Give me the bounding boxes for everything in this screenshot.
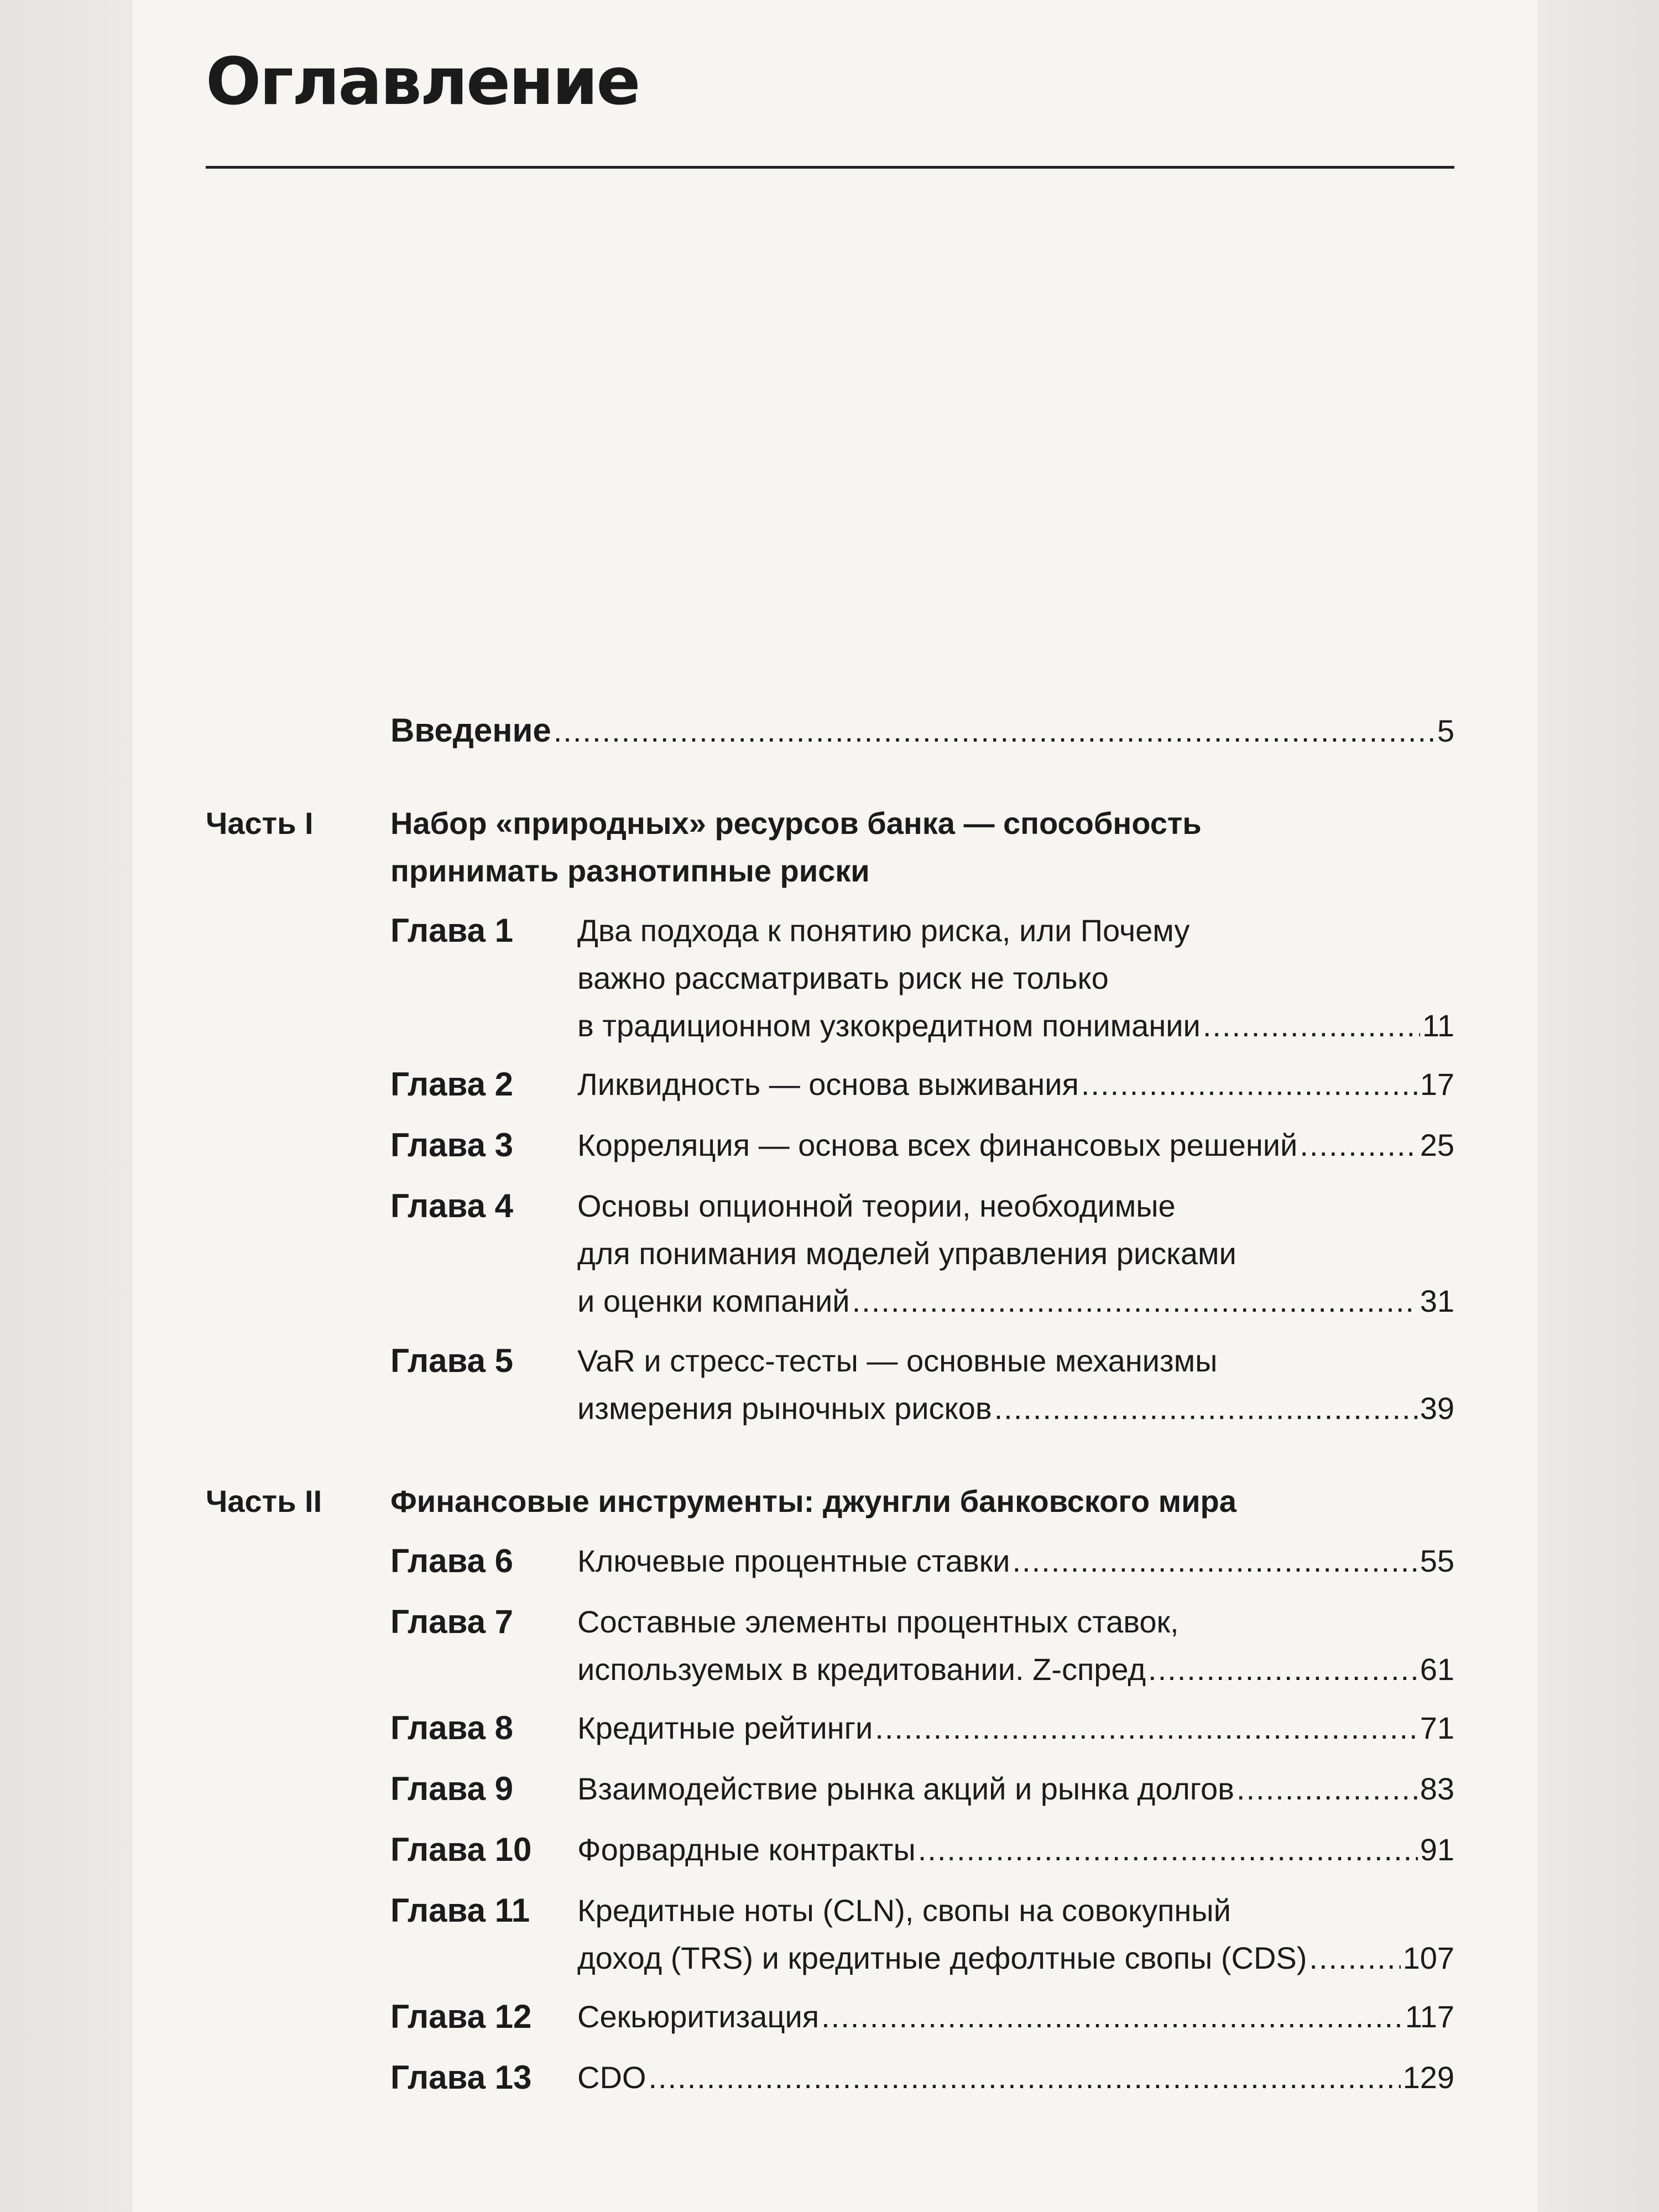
chapter-page: 31 xyxy=(1420,1284,1454,1318)
chapter-title-last-line: Ключевые процентные ставки xyxy=(577,1543,1010,1578)
chapter-label: Глава 5 xyxy=(390,1342,514,1379)
leader-dots xyxy=(1300,1121,1417,1169)
chapter-title-last-line: Форвардные контракты xyxy=(577,1832,916,1867)
chapter-title-last-line: измерения рыночных рисков xyxy=(577,1391,992,1426)
chapter-title-line: Кредитные ноты (CLN), свопы на совокупный xyxy=(577,1893,1231,1928)
chapter-page: 55 xyxy=(1420,1543,1454,1578)
leader-dots xyxy=(1148,1646,1418,1693)
chapter-title-last-line: Корреляция — основа всех финансовых решений xyxy=(577,1128,1298,1162)
chapter-title-last-line: Секьюритизация xyxy=(577,1999,820,2034)
chapter-title-last-line: используемых в кредитовании. Z-спред xyxy=(577,1652,1146,1687)
chapter-page: 71 xyxy=(1420,1710,1454,1745)
chapter-label: Глава 13 xyxy=(390,2059,532,2096)
chapter-label: Глава 7 xyxy=(390,1603,514,1640)
page-title: Оглавление xyxy=(206,43,639,119)
chapter-page: 117 xyxy=(1405,1999,1454,2034)
chapter-page: 39 xyxy=(1420,1391,1454,1426)
chapter-page: 107 xyxy=(1402,1940,1454,1975)
leader-dots xyxy=(1237,1765,1418,1813)
chapter-title-line: Составные элементы процентных ставок, xyxy=(577,1604,1179,1639)
leader-dots xyxy=(875,1704,1417,1752)
leader-dots xyxy=(554,707,1435,755)
leader-dots xyxy=(918,1826,1418,1874)
part-1-title-line-1: Набор «природных» ресурсов банка — способность xyxy=(390,806,1202,841)
chapter-label: Глава 11 xyxy=(390,1892,530,1929)
chapter-page: 91 xyxy=(1420,1832,1454,1867)
leader-dots xyxy=(1081,1061,1418,1108)
intro-page: 5 xyxy=(1437,713,1454,748)
chapter-title-line: важно рассматривать риск не только xyxy=(577,961,1109,995)
chapter-label: Глава 4 xyxy=(390,1187,514,1224)
chapter-title-line: Два подхода к понятию риска, или Почему xyxy=(577,913,1190,948)
chapter-page: 17 xyxy=(1420,1067,1454,1102)
chapter-title-line: для понимания моделей управления рисками xyxy=(577,1236,1237,1271)
leader-dots xyxy=(1309,1934,1400,1982)
leader-dots xyxy=(994,1385,1418,1432)
title-rule xyxy=(206,166,1454,169)
chapter-page: 83 xyxy=(1420,1771,1454,1806)
chapter-label: Глава 9 xyxy=(390,1770,514,1807)
chapter-page: 25 xyxy=(1420,1128,1454,1162)
chapter-title-last-line: доход (TRS) и кредитные дефолтные свопы (CDS) xyxy=(577,1940,1307,1975)
chapter-title-last-line: в традиционном узкокредитном понимании xyxy=(577,1008,1201,1043)
leader-dots xyxy=(852,1277,1418,1325)
chapter-title-last-line: Ликвидность — основа выживания xyxy=(577,1067,1079,1102)
chapter-page: 11 xyxy=(1422,1008,1454,1043)
chapter-title-last-line: CDO xyxy=(577,2060,646,2095)
chapter-label: Глава 8 xyxy=(390,1709,514,1746)
page-shadow-left xyxy=(0,0,133,2212)
part-2-label: Часть II xyxy=(206,1484,322,1519)
chapter-label: Глава 2 xyxy=(390,1066,514,1103)
toc-intro xyxy=(390,707,1454,755)
part-1-title-line-2: принимать разнотипные риски xyxy=(390,853,870,888)
chapter-title-line: VaR и стресс-тесты — основные механизмы xyxy=(577,1343,1218,1378)
leader-dots xyxy=(648,2054,1400,2101)
chapter-title-last-line: и оценки компаний xyxy=(577,1284,850,1318)
part-1-label: Часть I xyxy=(206,806,314,841)
chapter-label: Глава 10 xyxy=(390,1831,532,1868)
leader-dots xyxy=(1203,1002,1420,1050)
intro-title: Введение xyxy=(390,712,551,749)
page-shadow-right xyxy=(1537,0,1659,2212)
chapter-label: Глава 12 xyxy=(390,1998,532,2035)
leader-dots xyxy=(1012,1537,1417,1585)
chapter-label: Глава 6 xyxy=(390,1542,514,1579)
chapter-title-last-line: Взаимодействие рынка акций и рынка долгов xyxy=(577,1771,1234,1806)
chapter-title-last-line: Кредитные рейтинги xyxy=(577,1710,873,1745)
chapter-page: 129 xyxy=(1402,2060,1454,2095)
leader-dots xyxy=(821,1993,1403,2041)
part-2-title: Финансовые инструменты: джунгли банковского мира xyxy=(390,1484,1237,1519)
chapter-page: 61 xyxy=(1420,1652,1454,1687)
chapter-label: Глава 1 xyxy=(390,912,514,949)
chapter-title-line: Основы опционной теории, необходимые xyxy=(577,1188,1176,1223)
chapter-label: Глава 3 xyxy=(390,1126,514,1164)
